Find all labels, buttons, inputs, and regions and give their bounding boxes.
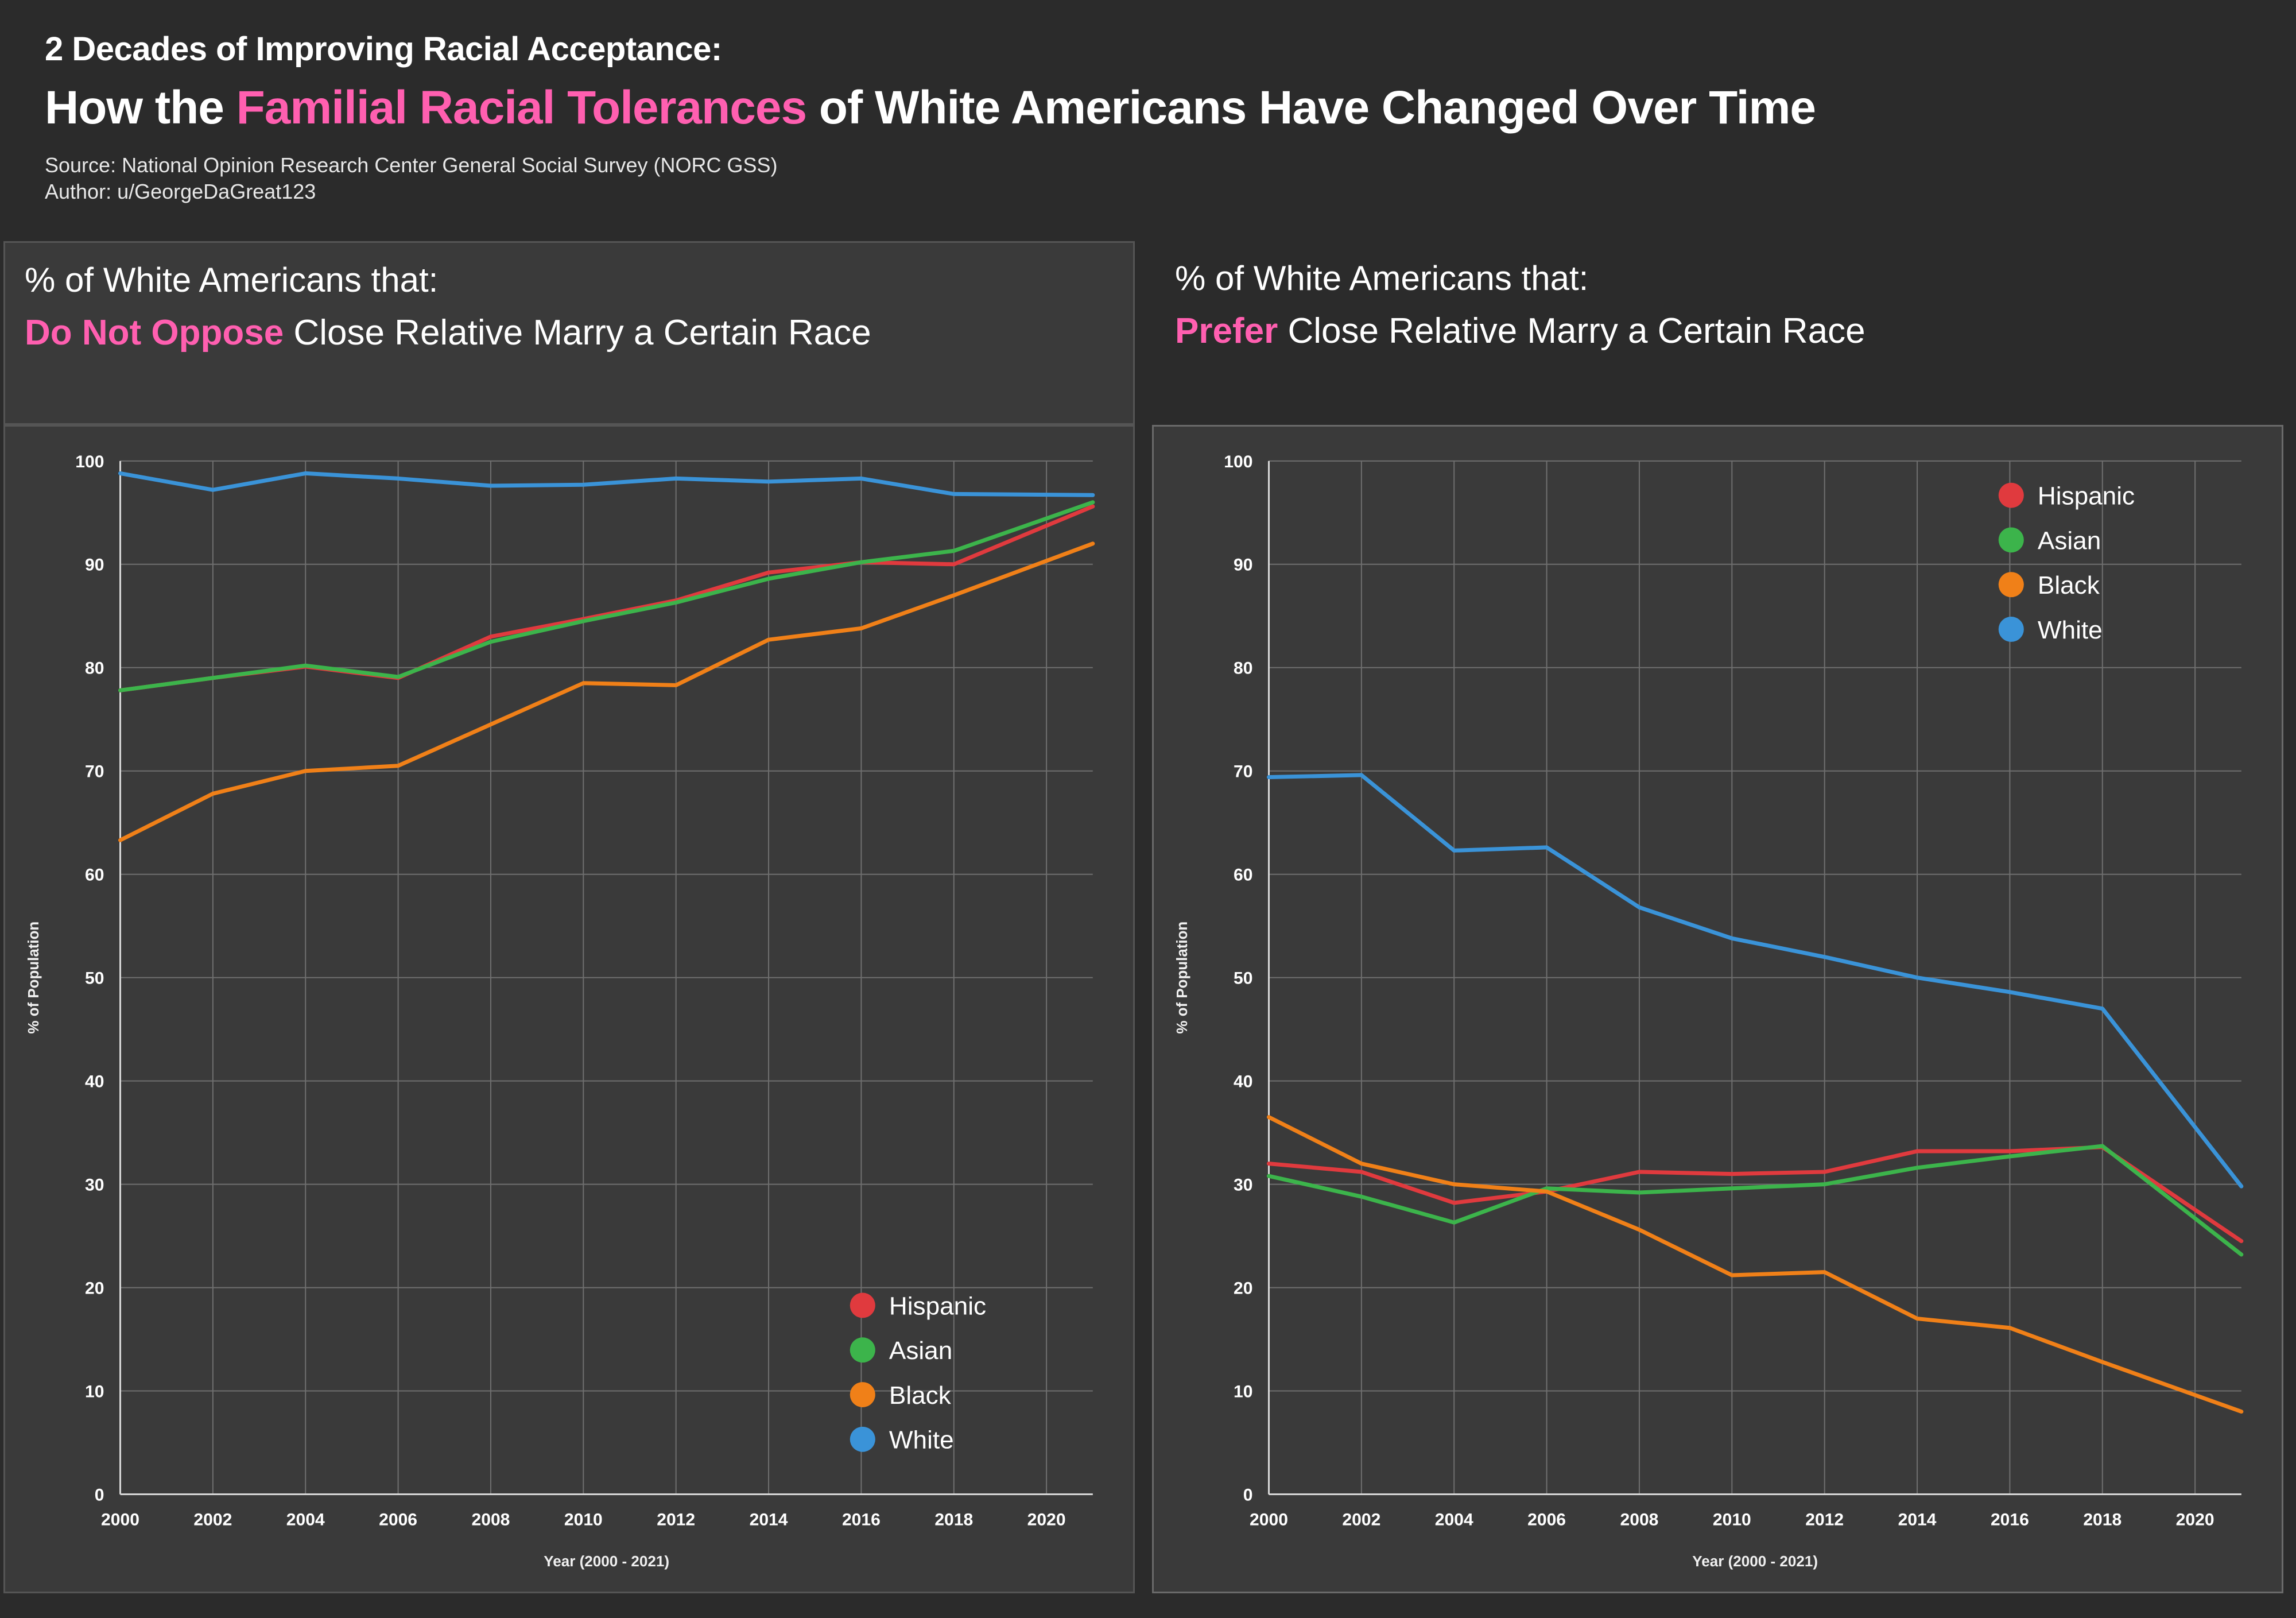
- x-tick-label: 2008: [1620, 1510, 1659, 1530]
- legend-marker-white: [850, 1427, 875, 1452]
- panel-left-subtitle: % of White Americans that:: [25, 261, 439, 299]
- y-tick-label: 90: [1233, 555, 1253, 575]
- series-line-black: [121, 544, 1093, 841]
- legend-label-hispanic: Hispanic: [2037, 482, 2135, 510]
- legend-label-white: White: [889, 1426, 954, 1454]
- legend-marker-white: [1999, 617, 2024, 642]
- author-line: Author: u/GeorgeDaGreat123: [45, 180, 316, 204]
- x-tick-label: 2020: [1027, 1510, 1066, 1530]
- y-tick-label: 40: [84, 1072, 104, 1091]
- y-tick-label: 80: [84, 659, 104, 678]
- y-tick-label: 70: [84, 762, 104, 781]
- x-tick-label: 2010: [1712, 1510, 1751, 1530]
- y-tick-label: 100: [75, 452, 104, 471]
- x-tick-label: 2012: [1805, 1510, 1844, 1530]
- panel-left-title-emphasis: Do Not Oppose: [25, 313, 284, 353]
- chart-prefer: [1154, 427, 2282, 1592]
- legend-marker-asian: [1999, 527, 2024, 552]
- x-tick-label: 2004: [1434, 1510, 1473, 1530]
- x-axis-label: Year (2000 - 2021): [1692, 1553, 1818, 1570]
- panel-do-not-oppose: [3, 241, 1135, 1593]
- chart-do-not-oppose: [5, 427, 1133, 1592]
- y-tick-label: 60: [84, 865, 104, 885]
- y-tick-label: 50: [84, 969, 104, 988]
- x-axis-label: Year (2000 - 2021): [544, 1553, 670, 1570]
- y-tick-label: 10: [84, 1382, 104, 1402]
- plot-box-left: [3, 425, 1135, 1593]
- chart-svg-left: [5, 427, 1133, 1592]
- x-tick-label: 2004: [286, 1510, 325, 1530]
- chart-svg-right: [1154, 427, 2282, 1592]
- headline-emphasis: Familial Racial Tolerances: [236, 82, 807, 134]
- x-tick-label: 2002: [1342, 1510, 1381, 1530]
- y-tick-label: 50: [1233, 969, 1253, 988]
- panel-right-title: [1175, 311, 2264, 351]
- source-line: Source: National Opinion Research Center General Social Survey (NORC GSS): [45, 153, 778, 177]
- x-tick-label: 2008: [471, 1510, 510, 1530]
- legend-label-black: Black: [2037, 571, 2100, 600]
- y-tick-label: 0: [1243, 1485, 1253, 1505]
- panel-right-title-emphasis: Prefer: [1175, 311, 1278, 351]
- y-tick-label: 20: [84, 1279, 104, 1298]
- panel-prefer: [1152, 241, 2283, 1593]
- legend-label-white: White: [2037, 616, 2103, 644]
- x-tick-label: 2000: [101, 1510, 139, 1530]
- kicker-text: 2 Decades of Improving Racial Acceptance:: [45, 30, 722, 68]
- y-tick-label: 0: [94, 1485, 104, 1505]
- x-tick-label: 2014: [1898, 1510, 1937, 1530]
- panel-left-title: [25, 312, 1114, 353]
- legend-label-hispanic: Hispanic: [889, 1292, 987, 1321]
- legend-label-asian: Asian: [889, 1337, 953, 1365]
- x-tick-label: 2006: [379, 1510, 418, 1530]
- series-line-white: [1269, 775, 2241, 1186]
- plot-box-right: [1152, 425, 2283, 1593]
- y-tick-label: 40: [1233, 1072, 1253, 1091]
- panel-left-title-rest: Close Relative Marry a Certain Race: [284, 313, 871, 353]
- x-tick-label: 2016: [1990, 1510, 2029, 1530]
- series-line-white: [121, 473, 1093, 495]
- legend-marker-black: [1999, 572, 2024, 597]
- y-tick-label: 20: [1233, 1279, 1253, 1298]
- headline-part2: of White Americans Have Changed Over Time: [806, 82, 1816, 134]
- panel-right-subtitle: % of White Americans that:: [1175, 259, 1589, 297]
- x-tick-label: 2018: [934, 1510, 974, 1530]
- series-line-asian: [1269, 1146, 2241, 1255]
- y-axis-label: % of Population: [25, 921, 42, 1034]
- x-tick-label: 2002: [193, 1510, 232, 1530]
- legend-marker-hispanic: [850, 1293, 875, 1318]
- legend-marker-black: [850, 1382, 875, 1407]
- legend-marker-asian: [850, 1337, 875, 1362]
- panel-title-box-right: [1152, 241, 2283, 425]
- x-tick-label: 2010: [564, 1510, 603, 1530]
- series-line-hispanic: [1269, 1147, 2241, 1241]
- legend-marker-hispanic: [1999, 483, 2024, 508]
- x-tick-label: 2014: [749, 1510, 788, 1530]
- x-tick-label: 2000: [1250, 1510, 1288, 1530]
- y-tick-label: 60: [1233, 865, 1253, 885]
- x-tick-label: 2016: [841, 1510, 881, 1530]
- headline-part1: How the: [45, 82, 236, 134]
- y-tick-label: 10: [1233, 1382, 1253, 1402]
- y-tick-label: 100: [1224, 452, 1253, 471]
- y-tick-label: 70: [1233, 762, 1253, 781]
- y-axis-label: % of Population: [1173, 921, 1191, 1034]
- header: [0, 0, 2296, 241]
- panels-container: [0, 241, 2296, 1593]
- y-tick-label: 80: [1233, 659, 1253, 678]
- panel-title-box-left: [3, 241, 1135, 425]
- x-tick-label: 2018: [2083, 1510, 2122, 1530]
- y-tick-label: 90: [84, 555, 104, 575]
- legend-label-black: Black: [889, 1381, 951, 1410]
- x-tick-label: 2020: [2175, 1510, 2214, 1530]
- legend-label-asian: Asian: [2037, 527, 2101, 555]
- page-title: [45, 81, 2296, 135]
- x-tick-label: 2006: [1527, 1510, 1566, 1530]
- series-line-black: [1269, 1117, 2241, 1412]
- y-tick-label: 30: [1233, 1175, 1253, 1195]
- panel-right-title-rest: Close Relative Marry a Certain Race: [1278, 311, 1865, 351]
- x-tick-label: 2012: [657, 1510, 696, 1530]
- y-tick-label: 30: [84, 1175, 104, 1195]
